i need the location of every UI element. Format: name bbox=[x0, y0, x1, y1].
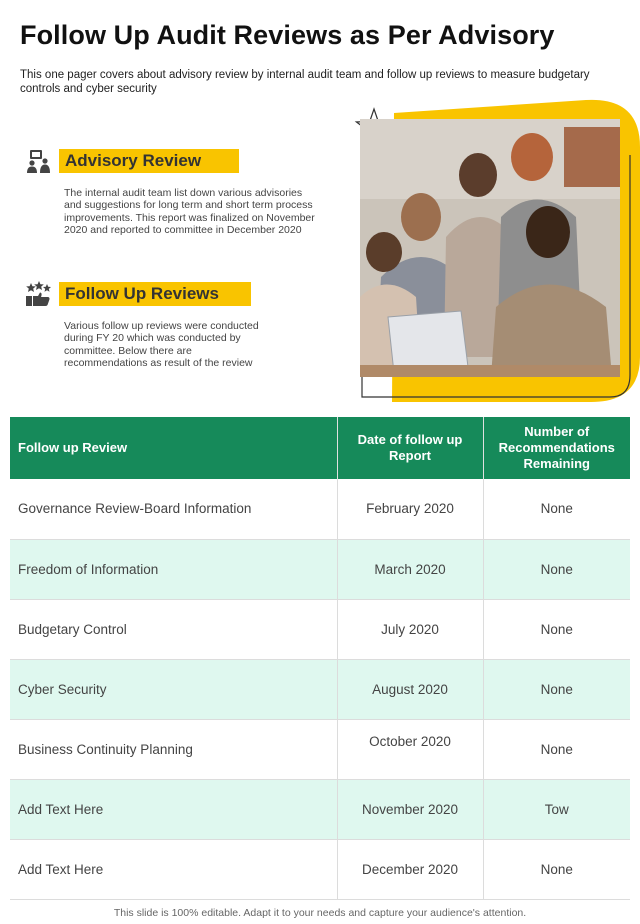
report-date-cell: December 2020 bbox=[337, 839, 483, 899]
review-name-cell: Add Text Here bbox=[10, 779, 337, 839]
table-row bbox=[10, 839, 630, 899]
review-name-cell: Cyber Security bbox=[10, 659, 337, 719]
page-title: Follow Up Audit Reviews as Per Advisory bbox=[20, 20, 555, 50]
table-row bbox=[10, 719, 630, 779]
recommendations-cell: None bbox=[483, 479, 630, 539]
review-name-cell: Freedom of Information bbox=[10, 539, 337, 599]
recommendations-cell: None bbox=[483, 599, 630, 659]
table-row bbox=[10, 779, 630, 839]
recommendations-cell: None bbox=[483, 659, 630, 719]
table-row bbox=[10, 599, 630, 659]
table-row bbox=[10, 539, 630, 599]
review-name-cell: Business Continuity Planning bbox=[10, 719, 337, 779]
review-name-cell: Budgetary Control bbox=[10, 599, 337, 659]
column-header: Follow up Review bbox=[10, 417, 337, 479]
review-name-cell: Add Text Here bbox=[10, 839, 337, 899]
table-header-row bbox=[10, 417, 630, 479]
footer-note: This slide is 100% editable. Adapt it to your needs and capture your audience's attention. bbox=[113, 907, 527, 919]
section-body-advisory-review: The internal audit team list down various advisories and suggestions for long term and short term process improvements. This report was finalized on November 2020 and reported to committee in December 2020 bbox=[64, 187, 315, 237]
recommendations-cell: Tow bbox=[483, 779, 630, 839]
team-meeting-icon bbox=[26, 148, 52, 179]
recommendations-cell: None bbox=[483, 839, 630, 899]
table-row bbox=[10, 479, 630, 539]
report-date-cell: August 2020 bbox=[337, 659, 483, 719]
section-heading-advisory-review: Advisory Review bbox=[59, 149, 239, 173]
review-name-cell: Governance Review-Board Information bbox=[10, 479, 337, 539]
section-body-follow-up-reviews: Various follow up reviews were conducted during FY 20 which was conducted by committee. Below there are recommendations as result of the review bbox=[64, 320, 259, 370]
recommendations-cell: None bbox=[483, 539, 630, 599]
report-date-cell: July 2020 bbox=[337, 599, 483, 659]
report-date-cell: March 2020 bbox=[337, 539, 483, 599]
report-date-cell: November 2020 bbox=[337, 779, 483, 839]
report-date-cell: October 2020 bbox=[337, 719, 483, 779]
column-header: Date of follow up Report bbox=[337, 417, 483, 479]
table-row bbox=[10, 659, 630, 719]
recommendations-cell: None bbox=[483, 719, 630, 779]
team-photo bbox=[336, 97, 640, 412]
intro-text: This one pager covers about advisory review by internal audit team and follow up reviews to measure budgetary controls and cyber security bbox=[20, 69, 590, 95]
section-heading-follow-up-reviews: Follow Up Reviews bbox=[59, 282, 251, 306]
review-table bbox=[10, 417, 630, 900]
rating-stars-hand-icon bbox=[24, 281, 52, 312]
column-header: Number of Recommendations Remaining bbox=[483, 417, 630, 479]
report-date-cell: February 2020 bbox=[337, 479, 483, 539]
